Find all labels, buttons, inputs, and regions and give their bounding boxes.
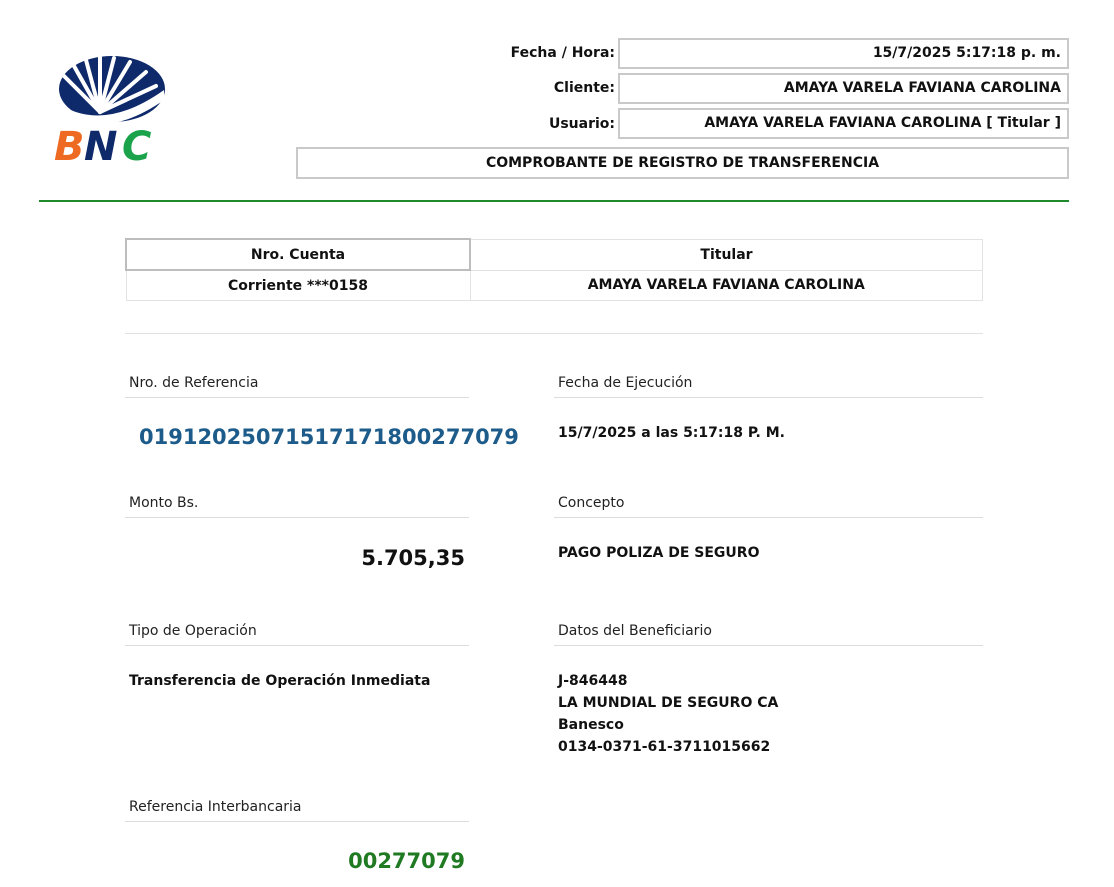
account-number-header: Nro. Cuenta [126, 239, 470, 270]
cliente-label: Cliente: [553, 80, 615, 96]
fecha-label: Fecha / Hora: [510, 45, 615, 61]
holder-header: Titular [470, 239, 983, 270]
tipo-operacion-value: Transferencia de Operación Inmediata [129, 673, 431, 689]
usuario-value: AMAYA VARELA FAVIANA CAROLINA [ Titular ] [618, 108, 1069, 139]
fecha-value: 15/7/2025 5:17:18 p. m. [618, 38, 1069, 69]
document-title: COMPROBANTE DE REGISTRO DE TRANSFERENCIA [296, 147, 1069, 179]
beneficiario-label: Datos del Beneficiario [554, 623, 983, 646]
monto-value: 5.705,35 [361, 546, 465, 570]
holder-cell: AMAYA VARELA FAVIANA CAROLINA [470, 270, 983, 301]
cliente-value: AMAYA VARELA FAVIANA CAROLINA [618, 73, 1069, 104]
concepto-label: Concepto [554, 495, 983, 518]
section-divider [125, 333, 983, 334]
bnc-logo [52, 52, 172, 168]
beneficiario-bank: Banesco [558, 717, 624, 733]
monto-label: Monto Bs. [125, 495, 469, 518]
table-header-row [126, 239, 983, 270]
referencia-label: Nro. de Referencia [125, 375, 469, 398]
account-number-cell: Corriente ***0158 [126, 270, 470, 301]
logo-c: C [122, 124, 152, 168]
account-table [125, 238, 983, 301]
beneficiario-details [558, 670, 778, 758]
table-row [126, 270, 983, 301]
logo-b: B [54, 124, 85, 168]
bnc-logo-icon [52, 52, 172, 168]
referencia-value: 0191202507151717180027707​9 [139, 425, 519, 449]
interbancaria-label: Referencia Interbancaria [125, 799, 469, 822]
tipo-operacion-label: Tipo de Operación [125, 623, 469, 646]
concepto-value: PAGO POLIZA DE SEGURO [558, 545, 760, 561]
fecha-ejecucion-value: 15/7/2025 a las 5:17:18 P. M. [558, 425, 785, 441]
usuario-label: Usuario: [548, 116, 615, 132]
interbancaria-value: 00277079 [348, 849, 465, 873]
header-divider [39, 200, 1069, 202]
fecha-ejecucion-label: Fecha de Ejecución [554, 375, 983, 398]
logo-n: N [84, 124, 118, 168]
beneficiario-rif: J-846448 [558, 673, 628, 689]
beneficiario-name: LA MUNDIAL DE SEGURO CA [558, 695, 779, 711]
beneficiario-account: 0134-0371-61-3711015662 [558, 739, 771, 755]
